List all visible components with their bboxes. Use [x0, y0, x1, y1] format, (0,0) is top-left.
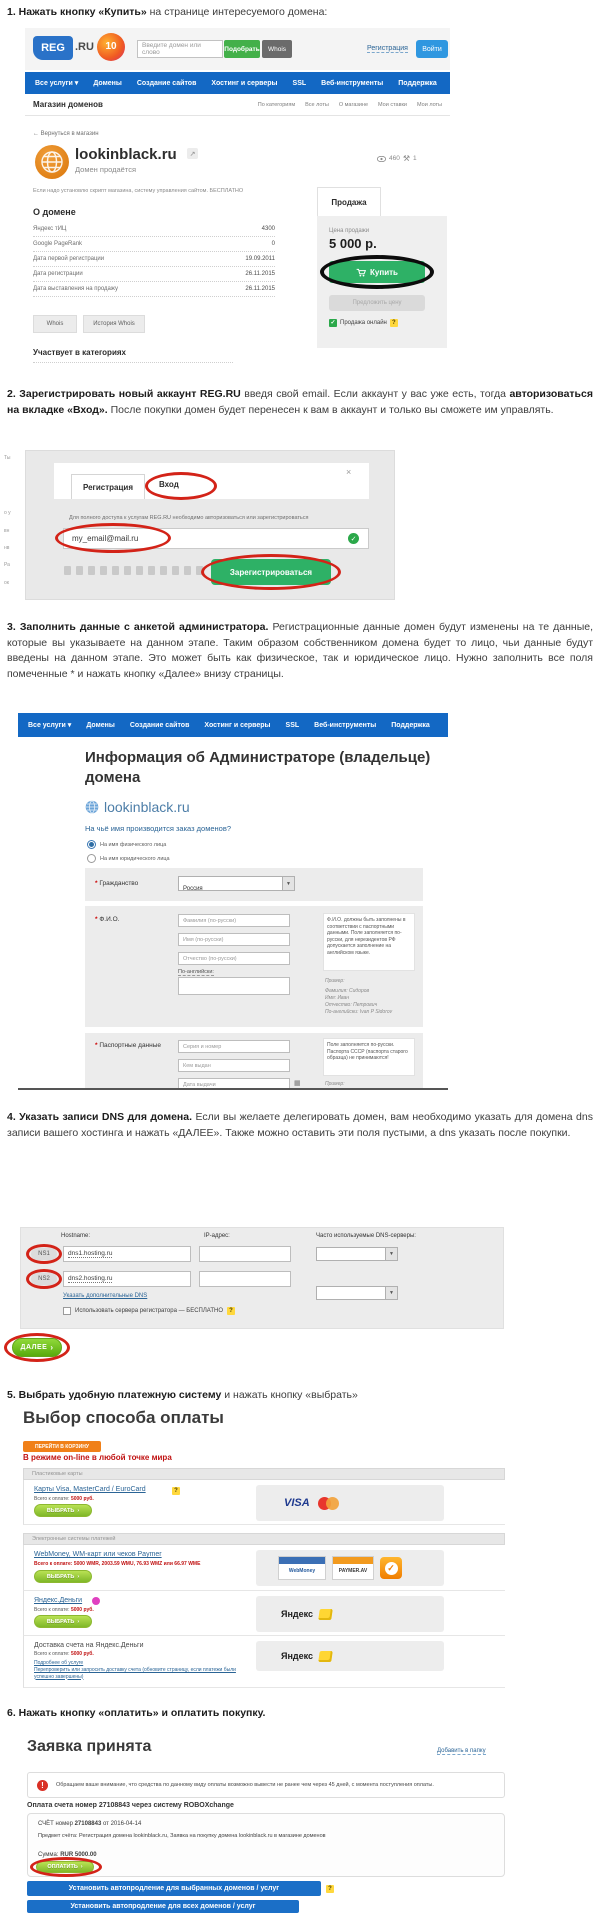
- valid-check-icon: ✓: [348, 533, 359, 544]
- webmoney-logos-panel: [256, 1550, 444, 1586]
- table-row: Дата первой регистрации 19.09.2011: [33, 252, 275, 267]
- example-line: Отчество: Петрович: [325, 1002, 378, 1008]
- tab-about-shop[interactable]: О магазине: [338, 101, 369, 108]
- radio-individual[interactable]: [87, 840, 96, 849]
- total-line: Всего к оплате: 5000 руб.: [34, 1496, 94, 1502]
- citizenship-section: [85, 868, 423, 901]
- radio-legal-row: [87, 854, 170, 863]
- add-to-folder-link[interactable]: Добавить в папку: [437, 1748, 486, 1754]
- payment-warning-box: [27, 1772, 505, 1798]
- ns1-ip-input[interactable]: [199, 1246, 291, 1262]
- nav-item-support[interactable]: Поддержка: [391, 721, 430, 729]
- category-electronic: Электронные системы платежей: [23, 1533, 505, 1545]
- arrow-right-icon: ›: [80, 1864, 83, 1870]
- english-name-input[interactable]: [178, 977, 290, 995]
- yandex-logo: Яндекс: [281, 1651, 314, 1661]
- find-domain-button[interactable]: Подобрать: [224, 40, 260, 58]
- chevron-down-icon: ▼: [282, 877, 294, 890]
- radio-legal-label: На имя юридического лица: [100, 855, 170, 862]
- nav-item-support[interactable]: Поддержка: [398, 79, 437, 87]
- nav-item-hosting[interactable]: Хостинг и серверы: [211, 79, 278, 87]
- citizenship-select[interactable]: Россия ▼: [178, 876, 295, 891]
- nav-item-services[interactable]: Все услуги ▾: [28, 722, 72, 729]
- screenshot-dns-form: [20, 1227, 504, 1329]
- example-label: Пример:: [325, 1081, 345, 1087]
- email-input[interactable]: my_email@mail.ru: [63, 528, 369, 549]
- eye-icon: [377, 156, 386, 162]
- regru-logo[interactable]: REG: [33, 36, 73, 60]
- request-accepted-title: Заявка принята: [27, 1738, 152, 1755]
- table-row: Google PageRank 0: [33, 237, 275, 252]
- login-button[interactable]: Войти: [416, 40, 448, 58]
- step-3-text: 3. Заполнить данные с анкетой администратора. Регистрационные данные домен будут изменены на те данные, которые вы указываете на данном этапе. Таким образом собственником домена будет то лицо, чьи данные будут введены на данном этапе. Это может быть как физическое, так и юридическое лицо. Нужно заполнить все поля помеченные * и нажать кнопку «Далее» внизу страницы.: [7, 621, 593, 680]
- visa-option-link[interactable]: Карты Visa, MasterCard / EuroCard: [34, 1486, 146, 1493]
- cart-icon: [356, 268, 366, 277]
- payment-option-visa: [23, 1480, 505, 1525]
- total-line: Всего к оплате: 5000 руб.: [34, 1607, 94, 1613]
- domain-status: Домен продаётся: [75, 165, 137, 174]
- site-header: [25, 28, 450, 70]
- example-label: Пример:: [325, 978, 345, 984]
- autorenew-all-button[interactable]: Установить автопродление для всех доменов / услуг: [27, 1900, 299, 1913]
- example-line: Имя: Иван: [325, 995, 350, 1001]
- background-text-fragment: вн: [4, 528, 10, 534]
- arrow-right-icon: ›: [77, 1618, 80, 1625]
- example-line: Фамилия: Сидоров: [325, 988, 370, 994]
- ns1-badge: NS1: [31, 1248, 57, 1260]
- screenshot-register-modal: [25, 450, 395, 600]
- sale-tab[interactable]: Продажа: [317, 187, 381, 216]
- passport-note: Поле заполняется по-русски. Паспорта СССР (паспорта старого образца) не принимаются!: [323, 1038, 415, 1076]
- yandex-option-link[interactable]: Яндекс.Деньги: [34, 1597, 83, 1604]
- back-to-shop-link[interactable]: ← Вернуться в магазин: [33, 131, 99, 137]
- yandex-logo-panel: [256, 1596, 444, 1632]
- nav-item-domains[interactable]: Домены: [86, 721, 115, 729]
- nav-item-tools[interactable]: Веб-инструменты: [321, 79, 384, 87]
- common-dns-header: Часто используемые DNS-серверы:: [316, 1233, 416, 1239]
- screenshot-domain-shop: [25, 28, 450, 374]
- example-line: По-английски: Ivan P Sidorov: [325, 1009, 393, 1015]
- bids-count: 1: [413, 155, 417, 162]
- step-2-text: 2. Зарегистрировать новый аккаунт REG.RU введя свой email. Если аккаунт у вас уже есть, тогда авторизоваться на вкладке «Вход». После покупки домен будет перенесен к вам в аккаунт и только вы сможете им управлять.: [7, 388, 593, 416]
- next-button[interactable]: ДАЛЕЕ ›: [12, 1338, 62, 1357]
- service-details-link[interactable]: Подробнее об услуге: [34, 1660, 84, 1666]
- select-button[interactable]: ВЫБРАТЬ ›: [34, 1504, 92, 1517]
- yandex-logo: Яндекс: [281, 1609, 314, 1619]
- step-6-text: 6. Нажать кнопку «оплатить» и оплатить покупку.: [7, 1707, 266, 1719]
- fio-section: [85, 906, 423, 1027]
- nav-item-hosting[interactable]: Хостинг и серверы: [204, 721, 271, 729]
- online-sale-row: ✓ Продажа онлайн ?: [329, 319, 398, 327]
- tab-my-lots[interactable]: Мои лоты: [417, 101, 442, 108]
- registrar-dns-checkbox[interactable]: [63, 1307, 71, 1315]
- help-icon[interactable]: ?: [390, 319, 398, 327]
- ns2-ip-input[interactable]: [199, 1271, 291, 1287]
- registrar-dns-label: Использовать сервера регистратора — БЕСПЛАТНО: [75, 1308, 224, 1314]
- divider: [33, 362, 233, 363]
- invoice-sum: Сумма: RUR 5000.00: [38, 1852, 97, 1858]
- payment-option-yandex-bill: [23, 1636, 505, 1688]
- registrar-dns-row: [63, 1307, 235, 1315]
- tab-login[interactable]: Вход: [159, 480, 179, 489]
- social-login-icons[interactable]: [64, 566, 203, 575]
- step-1-text: 1. Нажать кнопку «Купить» на странице интересуемого домена:: [7, 6, 328, 18]
- background-text-fragment: ок: [4, 580, 9, 586]
- help-icon[interactable]: ?: [227, 1307, 235, 1315]
- step-5-text: 5. Выбрать удобную платежную систему и нажать кнопку «выбрать»: [7, 1389, 358, 1401]
- arrow-right-icon: ›: [77, 1507, 80, 1514]
- category-plastic-cards: Пластиковые карты: [23, 1468, 505, 1480]
- register-link[interactable]: Регистрация: [367, 45, 408, 52]
- yandex-logo-panel: [256, 1641, 444, 1671]
- payment-subtitle: В режиме on-line в любой точке мира: [23, 1453, 172, 1462]
- total-line: Всего к оплате: 5000 WMR, 2003.59 WMU, 76.93 WMZ или 66.97 WME: [34, 1561, 201, 1567]
- shop-title: Магазин доменов: [33, 100, 103, 109]
- calendar-icon[interactable]: ▦: [294, 1080, 301, 1087]
- domain-stats: [377, 154, 417, 163]
- more-dns-link[interactable]: Указать дополнительные DNS: [63, 1293, 148, 1299]
- nav-item-sites[interactable]: Создание сайтов: [136, 79, 197, 87]
- lastname-input[interactable]: Фамилия (по-русски): [178, 914, 290, 927]
- background-text-fragment: Ты: [4, 455, 11, 461]
- domain-name: lookinblack.ru: [75, 146, 177, 163]
- passport-label: * Паспортные данные: [95, 1042, 162, 1049]
- chevron-down-icon: ▼: [385, 1248, 397, 1260]
- shop-subnav: [25, 94, 450, 116]
- nav-item-ssl[interactable]: SSL: [285, 721, 300, 729]
- check-icon: ✓: [330, 320, 336, 326]
- seller-promo-text: Если надо установлю скрипт магазина, систему управления сайтом. БЕСПЛАТНО: [33, 188, 244, 194]
- nav-item-domains[interactable]: Домены: [93, 79, 122, 87]
- ip-header: IP-адрес:: [204, 1233, 230, 1239]
- arrow-right-icon: ›: [77, 1573, 80, 1580]
- total-line: Всего к оплате: 5000 руб.: [34, 1651, 94, 1657]
- back-arrow-icon: ←: [33, 131, 39, 137]
- background-text-fragment: Ра: [4, 562, 10, 568]
- whois-button[interactable]: Whois: [33, 315, 77, 333]
- help-icon[interactable]: ?: [172, 1487, 180, 1495]
- payment-option-yandex: [23, 1591, 505, 1636]
- views-count: 460: [389, 155, 400, 162]
- warning-icon: !: [37, 1780, 48, 1791]
- hostname-header: Hostname:: [61, 1233, 91, 1239]
- whois-header-button[interactable]: Whois: [262, 40, 292, 58]
- passport-section: [85, 1033, 423, 1088]
- order-name-question: На чьё имя производится заказ доменов?: [85, 824, 231, 833]
- mastercard-logo: [318, 1497, 339, 1510]
- nav-item-tools[interactable]: Веб-инструменты: [314, 721, 377, 729]
- background-text-fragment: о у: [4, 510, 11, 516]
- register-submit-button[interactable]: Зарегистрироваться: [211, 559, 331, 585]
- bill-delivery-link[interactable]: Перепроверить или запросить доставку счета (обновите страницу, если платежи были успешно завершены): [34, 1667, 236, 1680]
- globe-icon: [85, 800, 99, 814]
- nav-item-ssl[interactable]: SSL: [292, 79, 307, 87]
- anniversary-badge-number: 10: [105, 41, 117, 52]
- tab-all-lots[interactable]: Все лоты: [305, 101, 329, 108]
- ns2-badge: NS2: [31, 1273, 57, 1285]
- invoice-number-line: СЧЁТ номер 27108843 от 2016-04-14: [38, 1821, 142, 1827]
- external-link-icon[interactable]: ↗: [187, 148, 198, 159]
- table-row: Яндекс тИЦ 4300: [33, 222, 275, 237]
- main-nav-admin: [18, 713, 448, 737]
- domain-globe-icon: [35, 145, 69, 179]
- admin-domain-name: lookinblack.ru: [104, 799, 190, 815]
- webmoney-logo: WebMoney: [278, 1556, 326, 1580]
- about-domain-title: О домене: [33, 207, 76, 217]
- domain-search-input[interactable]: Введите домен или слово: [137, 40, 223, 58]
- tab-by-category[interactable]: По категориям: [257, 101, 296, 108]
- yandex-money-icon: [92, 1597, 100, 1605]
- price-label: Цена продажи: [329, 228, 370, 234]
- visa-logo: VISA: [284, 1497, 310, 1509]
- yandex-bill-title: Доставка счета на Яндекс.Деньги: [34, 1642, 144, 1649]
- invoice-box: [27, 1813, 505, 1877]
- webmoney-option-link[interactable]: WebMoney, WM-карт или чеков Paymer: [34, 1551, 162, 1558]
- select-button[interactable]: ВЫБРАТЬ ›: [34, 1570, 92, 1583]
- payment-option-webmoney: [23, 1545, 505, 1591]
- payment-title: Выбор способа оплаты: [23, 1408, 224, 1427]
- fio-label: * Ф.И.О.: [95, 916, 120, 923]
- radio-individual-row: [87, 840, 166, 849]
- about-domain-table: [33, 222, 275, 297]
- firstname-input[interactable]: Имя (по-русски): [178, 933, 290, 946]
- arrow-right-icon: ›: [50, 1343, 54, 1352]
- pay-button[interactable]: ОПЛАТИТЬ ›: [36, 1861, 94, 1873]
- ns1-input[interactable]: dns1.hosting.ru: [63, 1246, 191, 1262]
- ns2-input[interactable]: dns2.hosting.ru: [63, 1271, 191, 1287]
- nav-item-services[interactable]: Все услуги ▾: [35, 80, 79, 87]
- admin-domain-row: [85, 799, 190, 815]
- offer-price-button[interactable]: Предложить цену: [329, 295, 425, 311]
- citizenship-label: * Гражданство: [95, 880, 139, 887]
- yandex-wallet-icon: [318, 1651, 333, 1662]
- admin-form-title: Информация об Администраторе (владельце) домена: [85, 749, 431, 786]
- select-button[interactable]: ВЫБРАТЬ ›: [34, 1615, 92, 1628]
- main-nav: [25, 72, 450, 94]
- verified-badge-icon: ✓: [380, 1557, 402, 1579]
- categories-title: Участвует в категориях: [33, 348, 126, 357]
- buy-button[interactable]: Купить: [329, 261, 425, 283]
- ns1-common-select[interactable]: [316, 1247, 398, 1261]
- step-4-text: 4. Указать записи DNS для домена. Если вы желаете делегировать домен, вам необходимо указать для домена dns записи вашего хостинга и нажать «ДАЛЕЕ». Также можно оставить эти поля пустыми, а dns указать после покупки.: [7, 1111, 593, 1139]
- radio-individual-label: На имя физического лица: [100, 841, 167, 848]
- invoice-heading: Оплата счета номер 27108843 через систему ROBOXchange: [27, 1802, 234, 1809]
- sale-panel: [317, 216, 447, 348]
- warning-text: Обращаем ваше внимание, что средства по данному виду оплаты возможно вывести не ранее чем через 45 дней, с момента поступления оплаты.: [56, 1782, 434, 1788]
- help-icon[interactable]: ?: [326, 1885, 334, 1893]
- gavel-icon: ⚒: [402, 154, 411, 163]
- fio-note: Ф.И.О. должны быть заполнены в соответствии с паспортными данными. Поле заполняется по-русски, для нерезидентов РФ допускается заполнение на английском языке.: [323, 913, 415, 971]
- table-row: Дата регистрации 26.11.2015: [33, 267, 275, 282]
- anniversary-badge: [97, 33, 125, 61]
- middlename-input[interactable]: Отчество (по-русски): [178, 952, 290, 965]
- tab-my-bids[interactable]: Мои ставки: [378, 101, 408, 108]
- passport-issuer-input[interactable]: Кем выдан: [178, 1059, 290, 1072]
- modal-description: Для полного доступа к услугам REG.RU необходимо авторизоваться или зарегистрироваться: [69, 515, 309, 521]
- visa-logos-panel: [256, 1485, 444, 1521]
- nav-item-sites[interactable]: Создание сайтов: [129, 721, 190, 729]
- yandex-wallet-icon: [318, 1609, 333, 1620]
- english-name-label: По-английски:: [178, 969, 214, 975]
- background-text-fragment: нв: [4, 545, 10, 551]
- autorenew-selected-button[interactable]: Установить автопродление для выбранных доменов / услуг: [27, 1881, 321, 1896]
- ns2-common-select[interactable]: [316, 1286, 398, 1300]
- price-value: 5 000 р.: [329, 236, 377, 251]
- passport-number-input[interactable]: Серия и номер: [178, 1040, 290, 1053]
- whois-history-button[interactable]: История Whois: [83, 315, 145, 333]
- paymer-logo: PAYMER.AV: [332, 1556, 374, 1580]
- passport-date-input[interactable]: Дата выдачи: [178, 1078, 290, 1088]
- chevron-down-icon: ▼: [385, 1287, 397, 1299]
- regru-logo-ru: .RU: [75, 41, 94, 53]
- table-row: Дата выставления на продажу 26.11.2015: [33, 282, 275, 297]
- tab-register[interactable]: Регистрация: [71, 474, 145, 499]
- close-icon[interactable]: ×: [346, 467, 352, 477]
- radio-legal[interactable]: [87, 854, 96, 863]
- go-to-cart-button[interactable]: ПЕРЕЙТИ В КОРЗИНУ: [23, 1441, 101, 1452]
- invoice-subject: Предмет счёта: Регистрация домена lookinblack.ru, Заявка на покупку домена lookinblack.ru в магазине доменов: [38, 1833, 326, 1839]
- screenshot-cut-edge: [18, 1088, 448, 1090]
